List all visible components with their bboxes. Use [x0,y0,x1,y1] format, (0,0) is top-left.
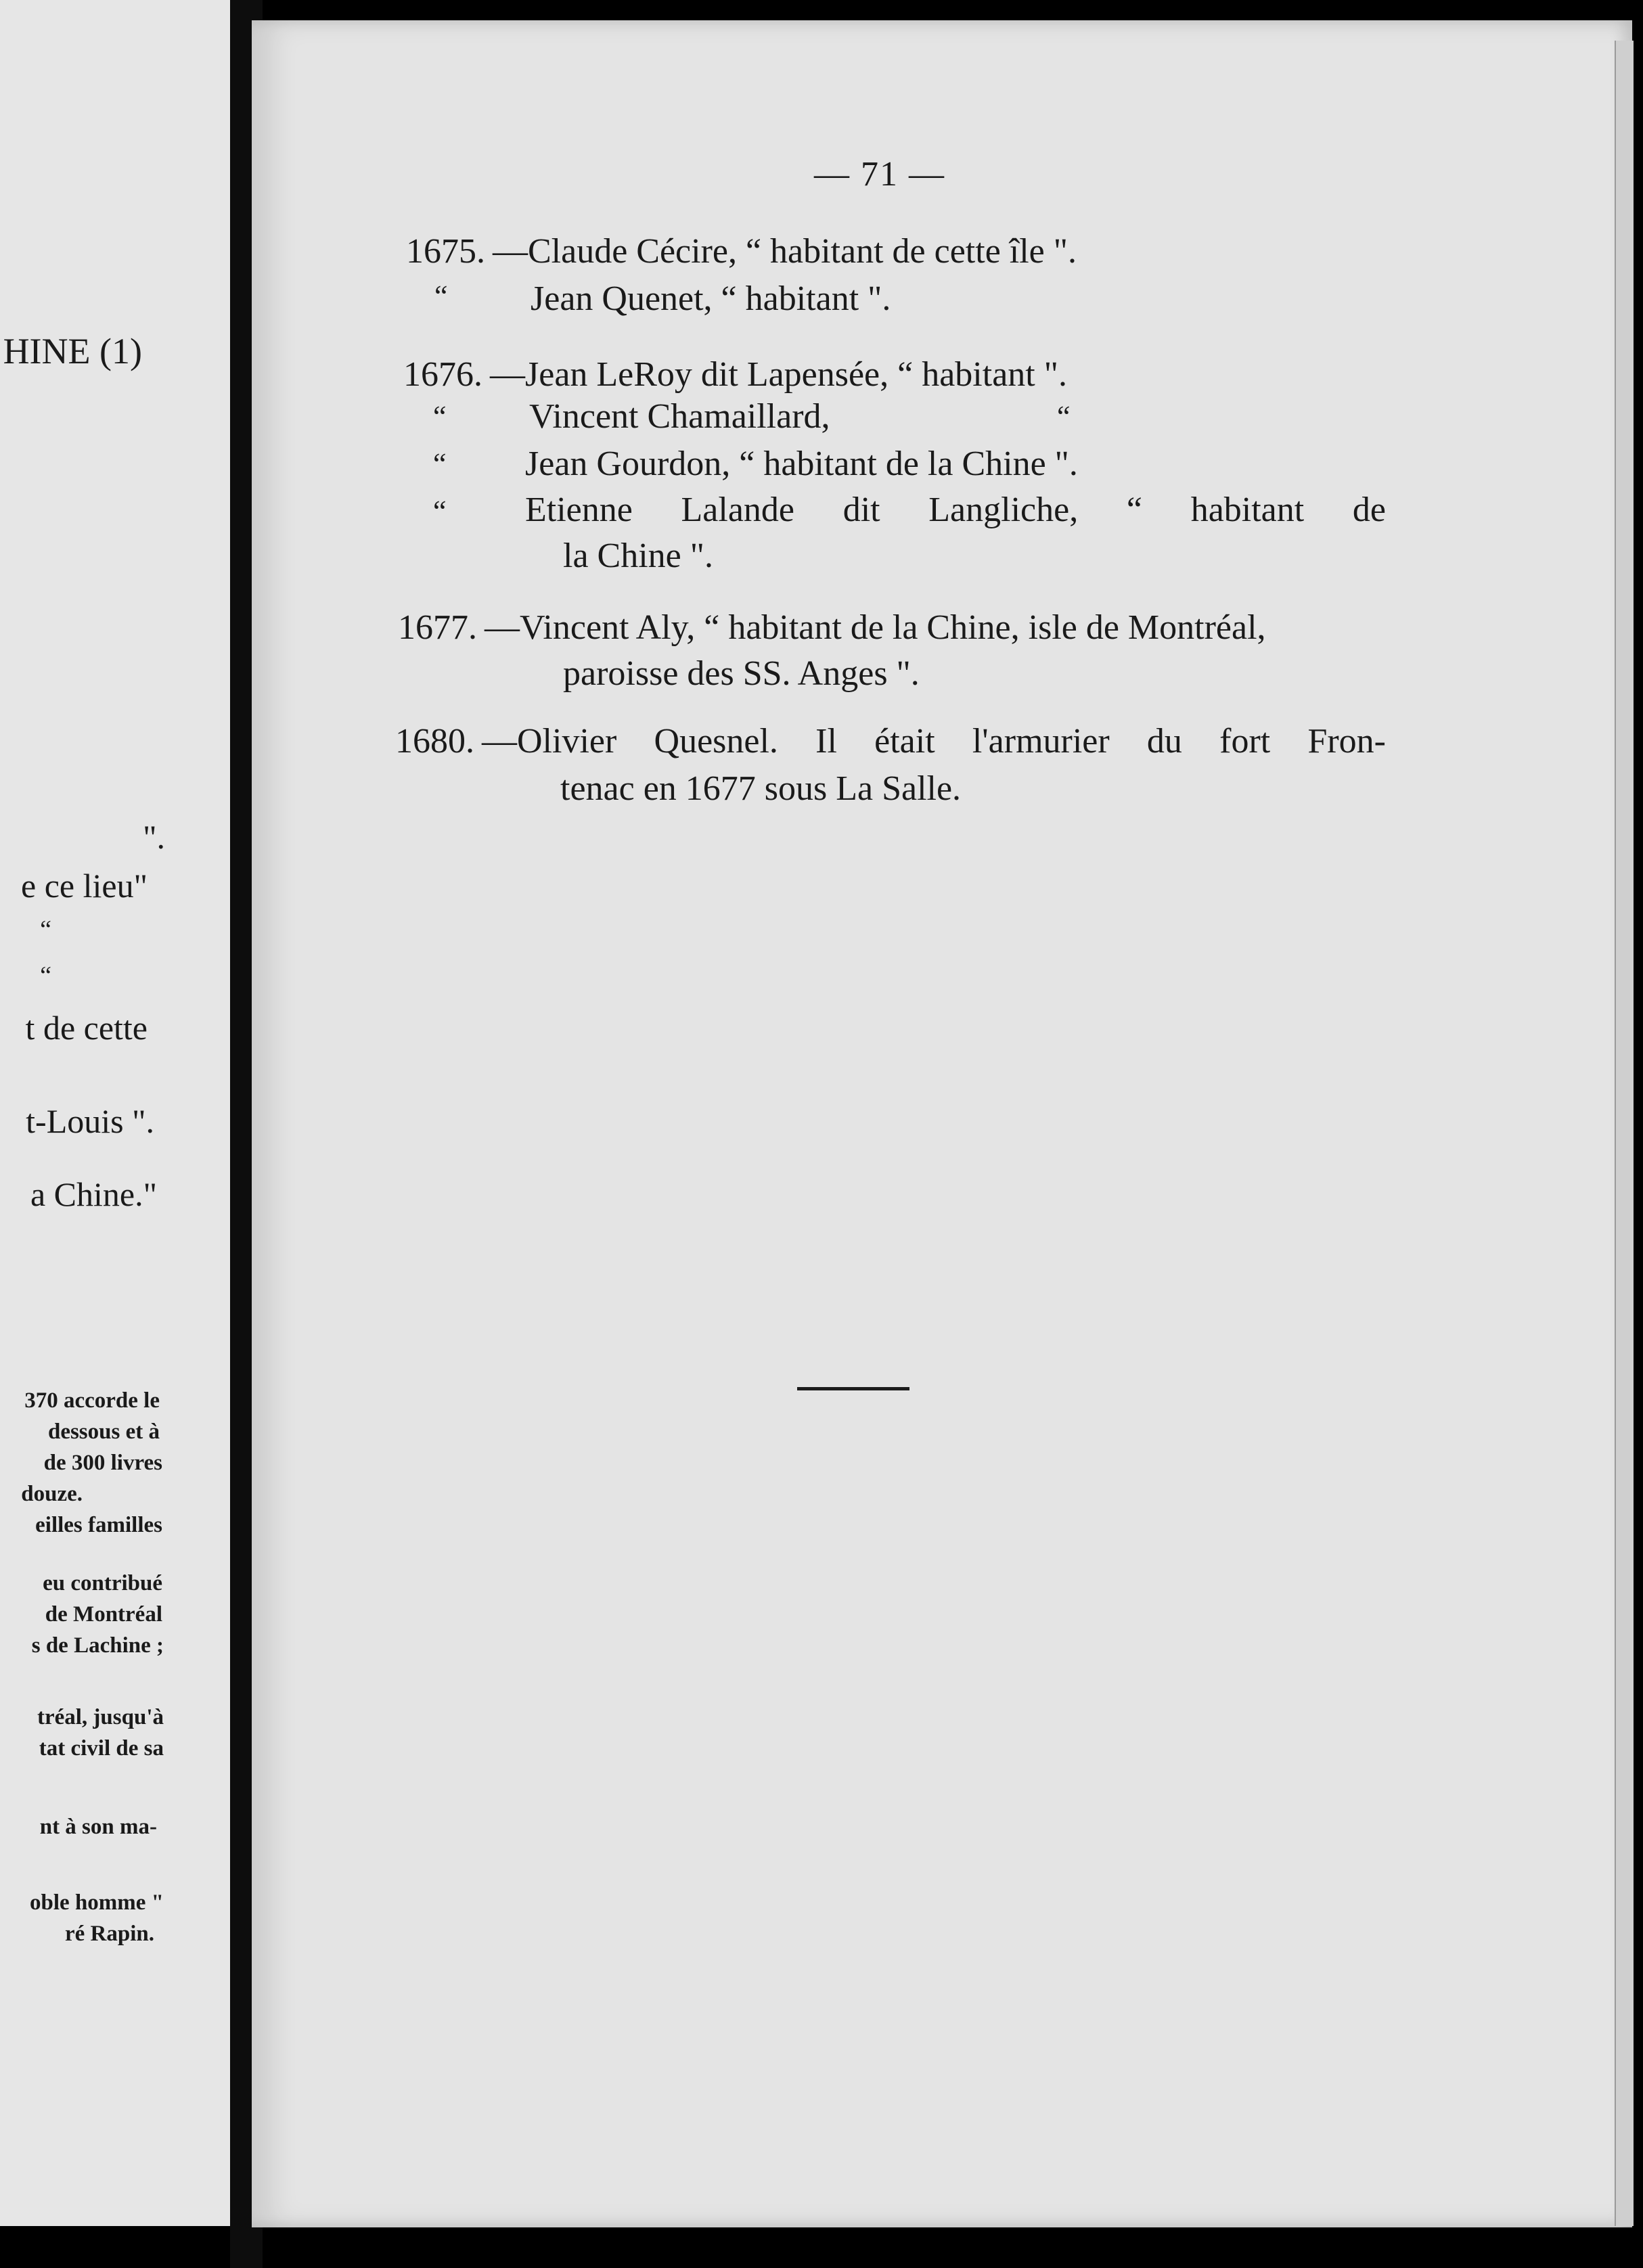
entry-line: —Vincent Aly, “ habitant de la Chine, isle de Montréal, [485,608,1266,647]
left-footnote-line: s de Lachine ; [31,1633,164,1658]
entry-line: paroisse des SS. Anges ". [563,654,920,693]
entry-line: —Olivier Quesnel. Il était l'armurier du fort Fron- [482,722,1386,761]
right-page [252,20,1632,2227]
left-footnote-line: eu contribué [43,1571,162,1595]
left-footnote-line: de 300 livres [43,1451,162,1475]
left-footnote-line: tréal, jusqu'à [37,1705,164,1729]
left-footnote-line: dessous et à [47,1420,160,1444]
entry-line: la Chine ". [563,537,713,575]
left-line: a Chine." [30,1175,157,1213]
entry-line: Etienne Lalande dit Langliche, “ habitant de [525,491,1386,529]
left-heading-fragment: HINE (1) [3,331,142,371]
ditto-mark: “ [1057,400,1071,433]
left-line: t-Louis ". [26,1102,154,1140]
ditto-mark: “ [434,279,448,313]
ditto-mark: “ [433,495,447,528]
page-edge [1615,41,1634,2226]
entry-line: —Claude Cécire, “ habitant de cette île ". [493,232,1077,271]
left-line: ". [143,818,165,856]
left-footnote-line: tat civil de sa [39,1736,164,1761]
entry-line: Jean Gourdon, “ habitant de la Chine ". [525,445,1078,483]
left-footnote-line: oble homme " [30,1890,164,1915]
entry-line: —Jean LeRoy dit Lapensée, “ habitant ". [490,355,1067,394]
left-line: t de cette [25,1009,148,1047]
entry-line: Vincent Chamaillard, [529,397,830,436]
left-page-fragment [0,0,230,2226]
end-rule [797,1387,909,1390]
entry-year: 1677. [398,608,477,647]
ditto-mark: “ [433,447,447,480]
entry-year: 1680. [395,722,474,761]
ditto-mark: “ [433,400,447,433]
left-footnote-line: de Montréal [45,1602,162,1627]
entry-year: 1676. [403,355,482,394]
left-line: “ [40,915,51,944]
left-line: e ce lieu" [21,867,148,905]
page-number: — 71 — [814,155,945,194]
left-footnote-line: douze. [21,1482,83,1506]
entry-year: 1675. [406,232,485,271]
left-footnote-line: ré Rapin. [65,1922,154,1946]
left-footnote-line: 370 accorde le [24,1388,160,1413]
entry-line: tenac en 1677 sous La Salle. [560,769,962,808]
entry-line: Jean Quenet, “ habitant ". [531,279,891,318]
left-line: “ [40,961,51,990]
left-footnote-line: nt à son ma- [39,1815,157,1839]
left-footnote-line: eilles familles [35,1513,162,1537]
